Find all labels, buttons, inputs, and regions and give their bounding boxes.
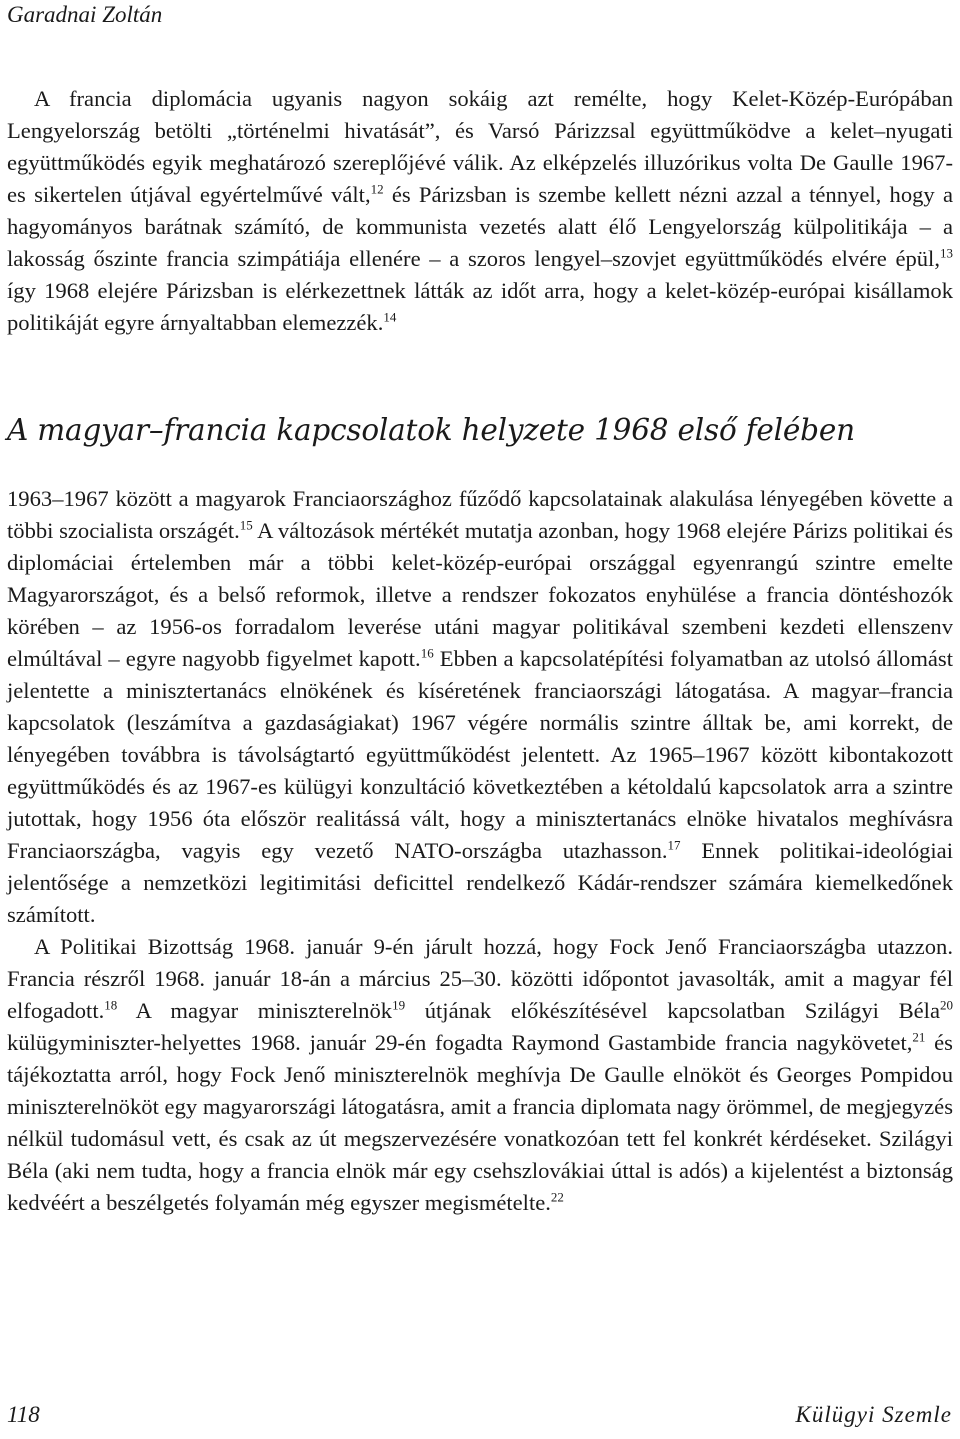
footnote-ref[interactable]: 21 [912,1029,926,1045]
footnote-ref[interactable]: 14 [383,309,397,325]
footnote-ref[interactable]: 20 [940,997,953,1013]
text-run: és Párizsban is szembe kellett nézni azzal a ténnyel, hogy a hagyományos barátnak számító, de kommunista vezetés alatt élő Lengyelország külpolitikája – a lakosság őszinte francia szimpátiája ellenére – a szoros lengyel–szovjet együttműködés elvére épül, [7,182,953,271]
text-run: 1963–1967 között a magyarok Franciaországhoz fűződő kapcsolatainak alakulása lényegében követte a többi szocialista országét. [7,486,953,543]
text-run: A változások mértékét mutatja azonban, hogy 1968 elejére Párizs politikai és diplomáciai értelemben már a többi kelet-közép-európai országgal egyenrangú szintre emelte Magyarországot, és a belső reformok, illetve a rendszer fokozatos enyhülése a francia döntéshozók körében – az 1956-os forradalom leverése utáni magyar politikával szembeni kezdeti ellenszenv elmúltával – egyre nagyobb figyelmet kapott. [7,518,953,671]
text-run: és tájékoztatta arról, hogy Fock Jenő miniszterelnök meghívja De Gaulle elnököt és Georges Pompidou miniszterelnököt egy magyarországi látogatásra, amit a francia diplomata nagy örömmel, de megjegyzés nélkül tudomásul vett, és csak az út megszervezésére vonatkozóan tett fel konkrét kérdéseket. Szilágyi Béla (aki nem tudta, hogy a francia elnök már egy csehszlovákiai úttal is adós) a kijelentést a biztonság kedvéért a beszélgetés folyamán még egyszer megismételte. [7,1030,953,1215]
text-run: Ebben a kapcsolatépítési folyamatban az utolsó állomást jelentette a minisztertanács elnökének és kíséretének franciaországi látogatása. A magyar–francia kapcsolatok (leszámítva a gazdaságiakat) 1967 végére normális szintre álltak be, ami korrekt, de lényegében továbbra is távolságtartó együttműködést jelentett. Az 1965–1967 között kibontakozott együttműködés és az 1967-es külügyi konzultáció következtében a kétoldalú kapcsolatok arra a szintre jutottak, hogy 1956 óta először realitássá vált, hogy a minisztertanács elnöke hivatalos meghívásra Franciaországba, vagyis egy vezető NATO-országba utazhasson. [7,646,954,863]
section-intro [7,83,953,339]
running-head-author: Garadnai Zoltán [7,2,163,27]
footnote-ref[interactable]: 13 [940,245,953,261]
footnote-ref[interactable]: 17 [667,837,681,853]
footnote-ref[interactable]: 18 [104,997,118,1013]
section-main [7,483,953,1219]
journal-title: Külügyi Szemle [795,1402,952,1427]
paragraph [7,83,953,339]
footnote-ref[interactable]: 16 [420,645,434,661]
footnote-ref[interactable]: 12 [370,181,384,197]
paragraph [7,483,953,931]
footnote-ref[interactable]: 22 [550,1189,564,1205]
paragraph [7,931,953,1219]
text-run: útjának előkészítésével kapcsolatban Szilágyi Béla [405,998,940,1023]
footnote-ref[interactable]: 19 [392,997,406,1013]
text-run: A magyar miniszterelnök [117,998,393,1023]
text-run: A Politikai Bizottság 1968. január 9-én járult hozzá, hogy Fock Jenő Franciaországba utazzon. Francia részről 1968. január 18-án a március 25–30. közötti időpontot javasolták, amit a magyar fél elfogadott. [7,934,953,1023]
section-heading: A magyar–francia kapcsolatok helyzete 1968 első felében [7,413,855,447]
footnote-ref[interactable]: 15 [239,517,253,533]
page-number: 118 [7,1402,40,1427]
text-run: külügyminiszter-helyettes 1968. január 29-én fogadta Raymond Gastambide francia nagykövetet, [7,1030,913,1055]
text-run: Ennek politikai-ideológiai jelentősége a nemzetközi legitimitási deficittel rendelkező Kádár-rendszer számára kiemelkedőnek számított. [7,838,953,927]
text-run: A francia diplomácia ugyanis nagyon sokáig azt remélte, hogy Kelet-Közép-Európában Lengyelország betölti „történelmi hivatását”, és Varsó Párizzsal együttműködve a kelet–nyugati együttműködés egyik meghatározó szereplőjévé válik. Az elképzelés illuzórikus volta De Gaulle 1967-es sikertelen útjával egyértelművé vált, [7,86,953,207]
text-run: így 1968 elejére Párizsban is elérkezettnek látták az időt arra, hogy a kelet-közép-európai kisállamok politikáját egyre árnyaltabban elemezzék. [7,278,953,335]
